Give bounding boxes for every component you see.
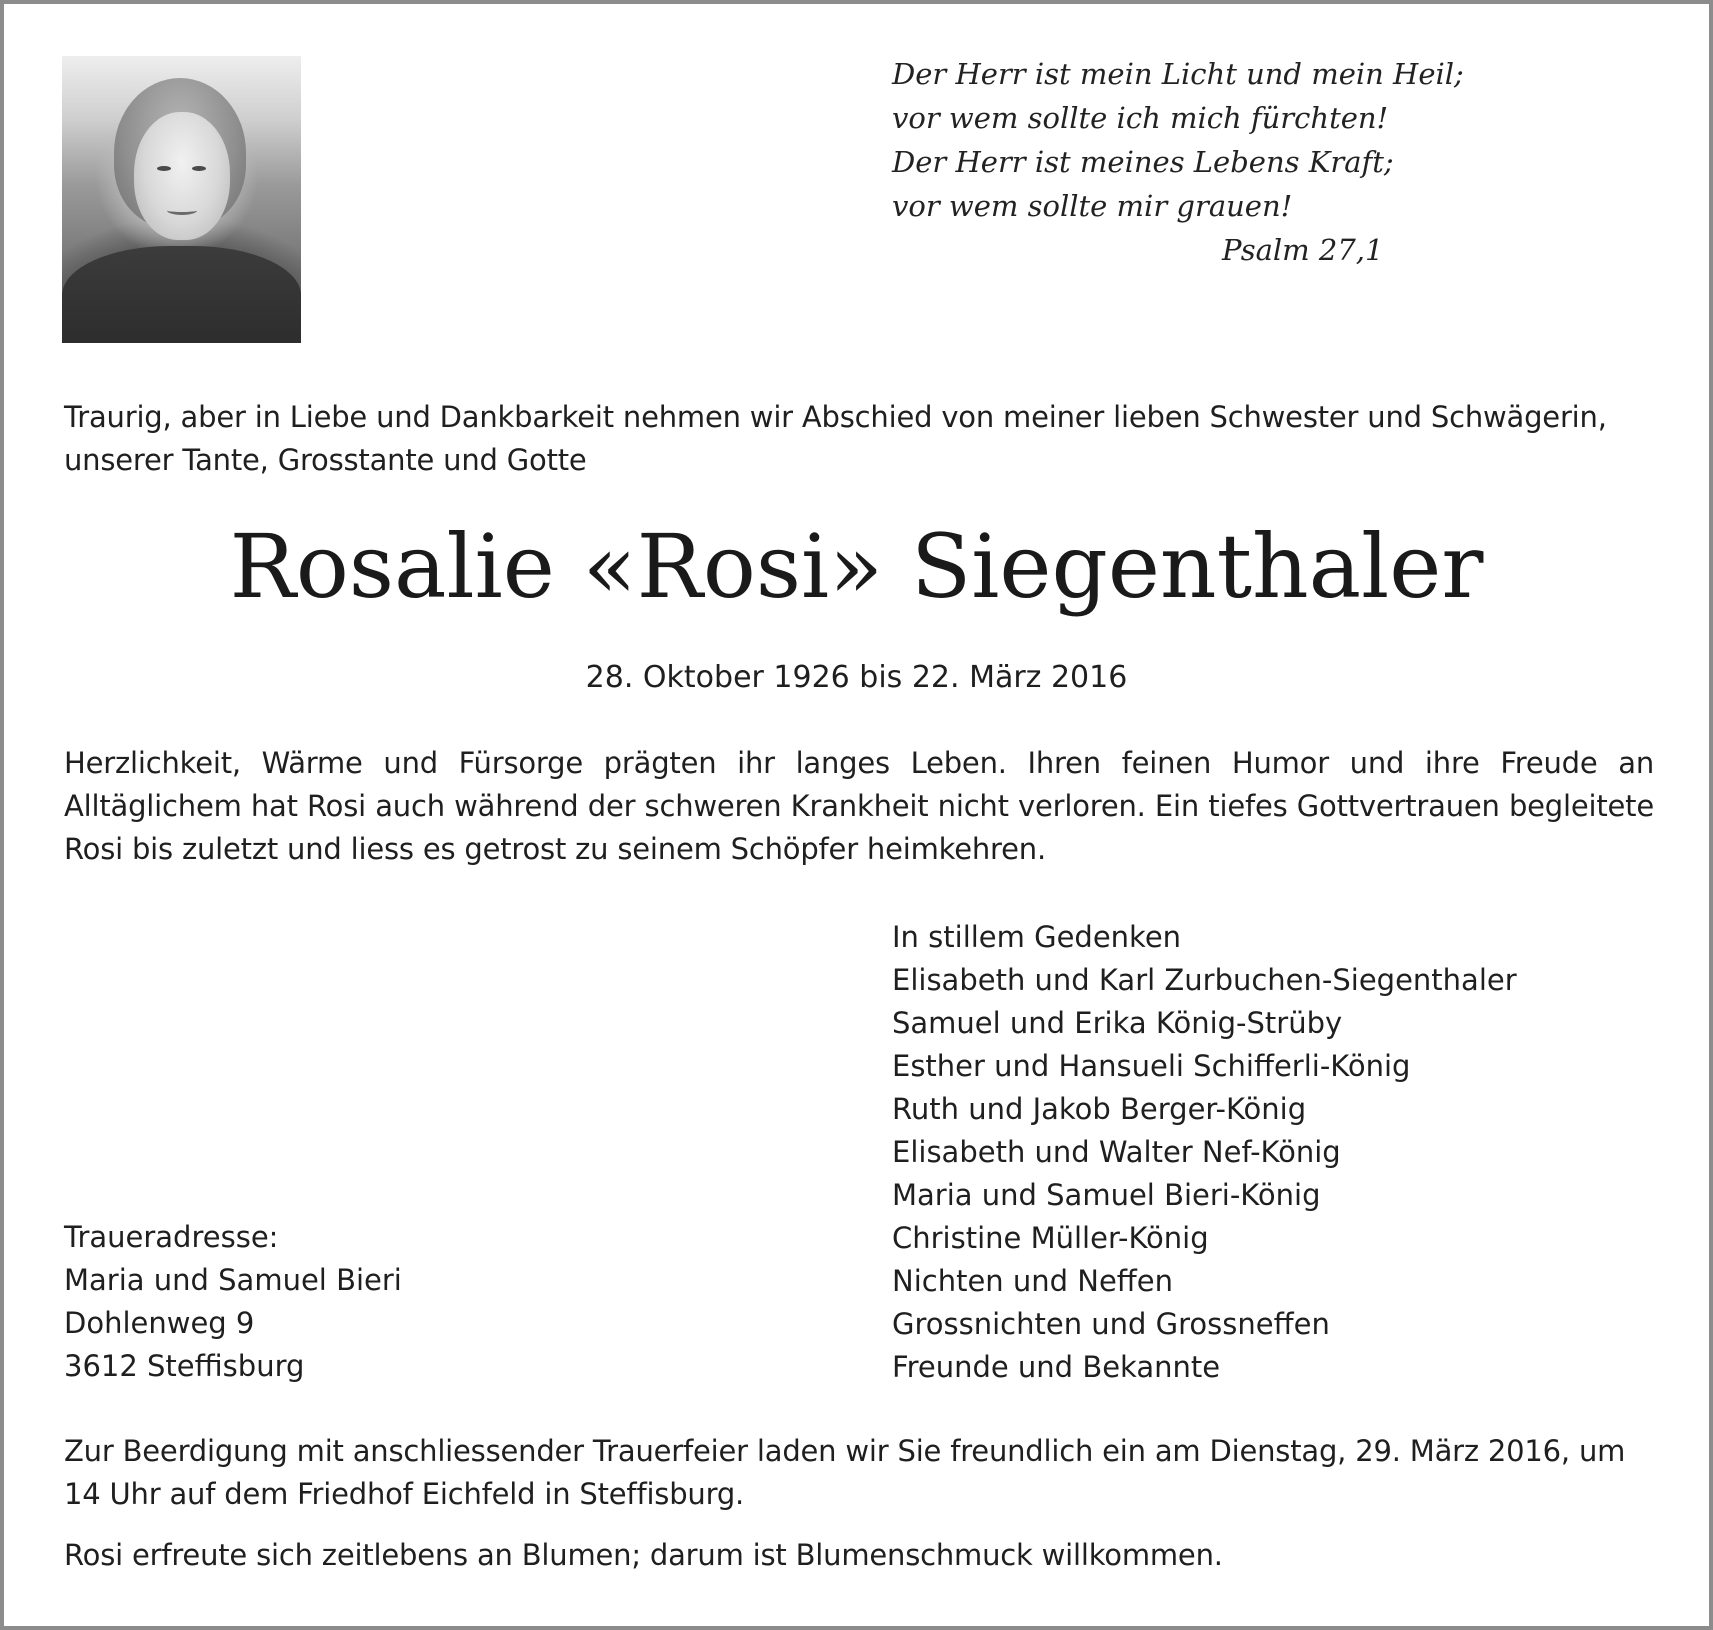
tribute-text: Herzlichkeit, Wärme und Fürsorge prägten ihr langes Leben. Ihren feinen Humor und ihre Freude an Alltäglichem hat Rosi auch während der schweren Krankheit nicht verloren. Ein tiefes Gottvertrauen begleitete Rosi bis zuletzt und liess es getrost zu seinem Schöpfer heimkehren. [64,746,1654,866]
mourner-line: Grossnichten und Grossneffen [892,1307,1330,1341]
mourner-line: Maria und Samuel Bieri-König [892,1178,1321,1212]
funeral-line: Zur Beerdigung mit anschliessender Trauerfeier laden wir Sie freundlich ein am Dienstag, 29. März 2016, um [64,1434,1626,1468]
intro-line: unserer Tante, Grosstante und Gotte [64,443,587,477]
funeral-line: 14 Uhr auf dem Friedhof Eichfeld in Steffisburg. [64,1477,745,1511]
portrait-body [62,246,301,343]
verse-line: Der Herr ist meines Lebens Kraft; [892,145,1394,179]
verse-line: vor wem sollte mir grauen! [892,189,1293,223]
verse-line: Der Herr ist mein Licht und mein Heil; [892,57,1464,91]
mourner-line: Elisabeth und Karl Zurbuchen-Siegenthaler [892,963,1517,997]
verse-line: vor wem sollte ich mich fürchten! [892,101,1389,135]
mourner-line: Freunde und Bekannte [892,1350,1221,1384]
mourner-line: Nichten und Neffen [892,1264,1174,1298]
psalm-verse [892,52,1464,272]
address-name: Maria und Samuel Bieri [64,1263,402,1297]
mourners-list [892,916,1672,1389]
mourner-line: Samuel und Erika König-Strüby [892,1006,1343,1040]
portrait-mouth [167,206,197,215]
address-street: Dohlenweg 9 [64,1306,255,1340]
portrait-face [134,112,230,240]
mourner-line: Christine Müller-König [892,1221,1209,1255]
funeral-info [64,1430,1654,1516]
address-city: 3612 Steffisburg [64,1349,305,1383]
life-dates: 28. Oktober 1926 bis 22. März 2016 [585,660,1128,695]
intro-text [64,396,1654,482]
portrait-photo [62,56,301,343]
intro-line: Traurig, aber in Liebe und Dankbarkeit nehmen wir Abschied von meiner lieben Schwester und Schwägerin, [64,400,1607,434]
portrait-eye-right [192,166,206,171]
mourner-line: Elisabeth und Walter Nef-König [892,1135,1341,1169]
mourner-line: Esther und Hansueli Schifferli-König [892,1049,1411,1083]
flowers-note: Rosi erfreute sich zeitlebens an Blumen; darum ist Blumenschmuck willkommen. [64,1538,1223,1572]
mourner-line: Ruth und Jakob Berger-König [892,1092,1307,1126]
mourning-address [64,1216,402,1388]
portrait-eye-left [157,166,171,171]
deceased-name: Rosalie «Rosi» Siegenthaler [229,515,1484,618]
mourner-line: In stillem Gedenken [892,920,1182,954]
verse-reference: Psalm 27,1 [1222,233,1384,267]
address-label: Traueradresse: [64,1220,279,1254]
